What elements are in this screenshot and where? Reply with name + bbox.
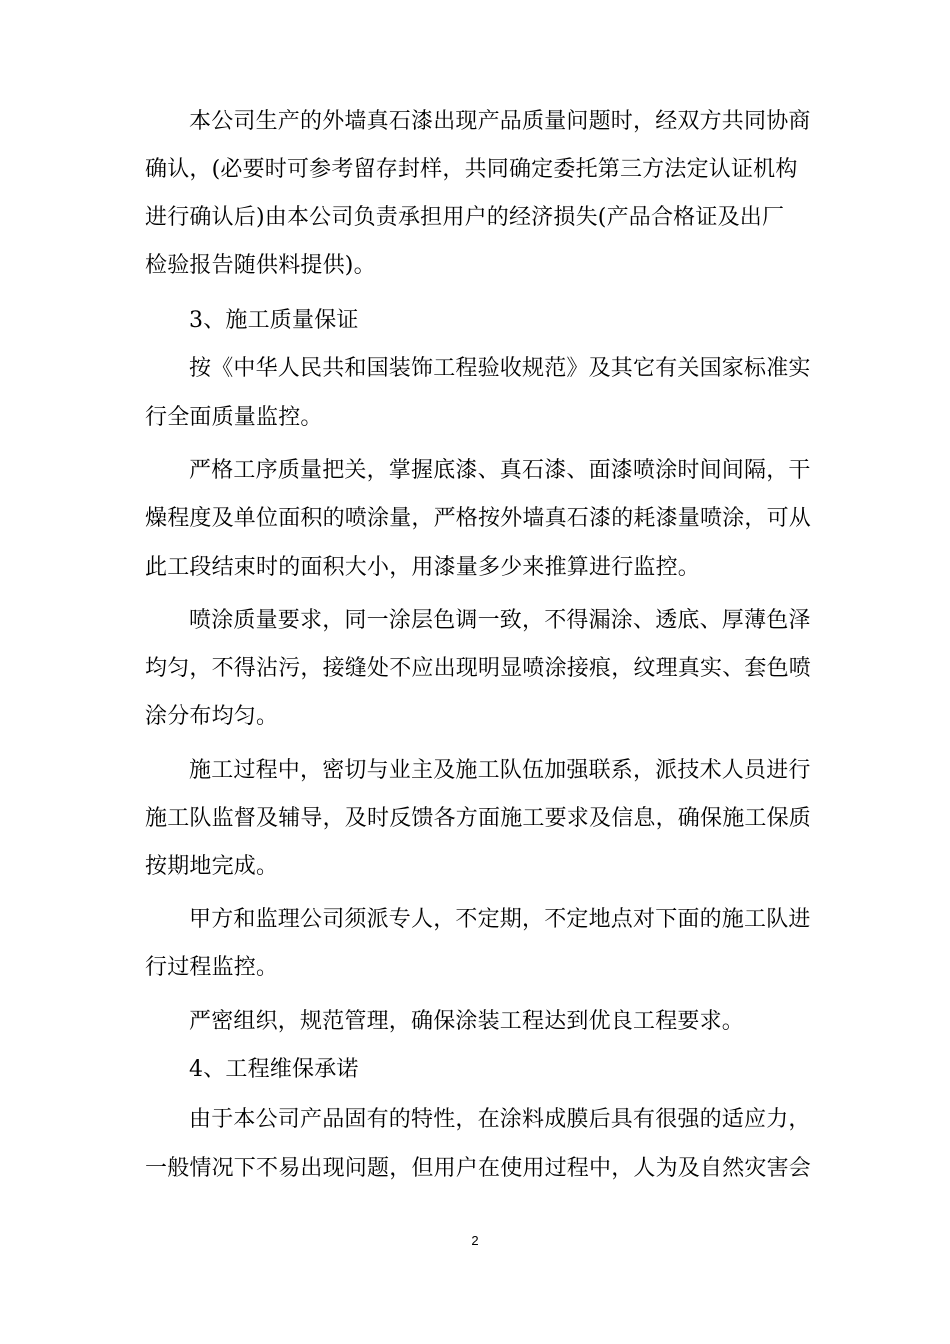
paragraph-line: 甲方和监理公司须派专人，不定期，不定地点对下面的施工队进 <box>189 907 811 932</box>
section-heading: 4、工程维保承诺 <box>189 1057 359 1082</box>
paragraph-line: 燥程度及单位面积的喷涂量，严格按外墙真石漆的耗漆量喷涂，可从 <box>145 506 812 531</box>
paragraph-line: 施工队监督及辅导，及时反馈各方面施工要求及信息，确保施工保质 <box>145 806 812 831</box>
section-heading: 3、施工质量保证 <box>189 308 359 333</box>
paragraph-line: 本公司生产的外墙真石漆出现产品质量问题时，经双方共同协商 <box>189 109 811 134</box>
paragraph-line: 严密组织，规范管理，确保涂装工程达到优良工程要求。 <box>189 1009 745 1034</box>
page-number: 2 <box>471 1233 479 1248</box>
paragraph-line: 确认，(必要时可参考留存封样，共同确定委托第三方法定认证机构 <box>145 157 798 182</box>
paragraph-line: 按期地完成。 <box>145 854 279 879</box>
paragraph-line: 行全面质量监控。 <box>145 405 323 430</box>
paragraph-line: 一般情况下不易出现问题，但用户在使用过程中，人为及自然灾害会 <box>145 1156 812 1181</box>
paragraph-line: 涂分布均匀。 <box>145 704 279 729</box>
paragraph-line: 进行确认后)由本公司负责承担用户的经济损失(产品合格证及出厂 <box>145 205 785 230</box>
paragraph-line: 均匀，不得沾污，接缝处不应出现明显喷涂接痕，纹理真实、套色喷 <box>145 656 812 681</box>
paragraph-line: 施工过程中，密切与业主及施工队伍加强联系，派技术人员进行 <box>189 758 811 783</box>
paragraph-line: 按《中华人民共和国装饰工程验收规范》及其它有关国家标准实 <box>189 356 811 381</box>
paragraph-line: 检验报告随供料提供)。 <box>145 253 376 278</box>
paragraph-line: 喷涂质量要求，同一涂层色调一致，不得漏涂、透底、厚薄色泽 <box>189 608 811 633</box>
paragraph-line: 此工段结束时的面积大小，用漆量多少来推算进行监控。 <box>145 555 701 580</box>
paragraph-line: 严格工序质量把关，掌握底漆、真石漆、面漆喷涂时间间隔，干 <box>189 458 811 483</box>
paragraph-line: 由于本公司产品固有的特性，在涂料成膜后具有很强的适应力， <box>189 1107 811 1132</box>
paragraph-line: 行过程监控。 <box>145 955 279 980</box>
